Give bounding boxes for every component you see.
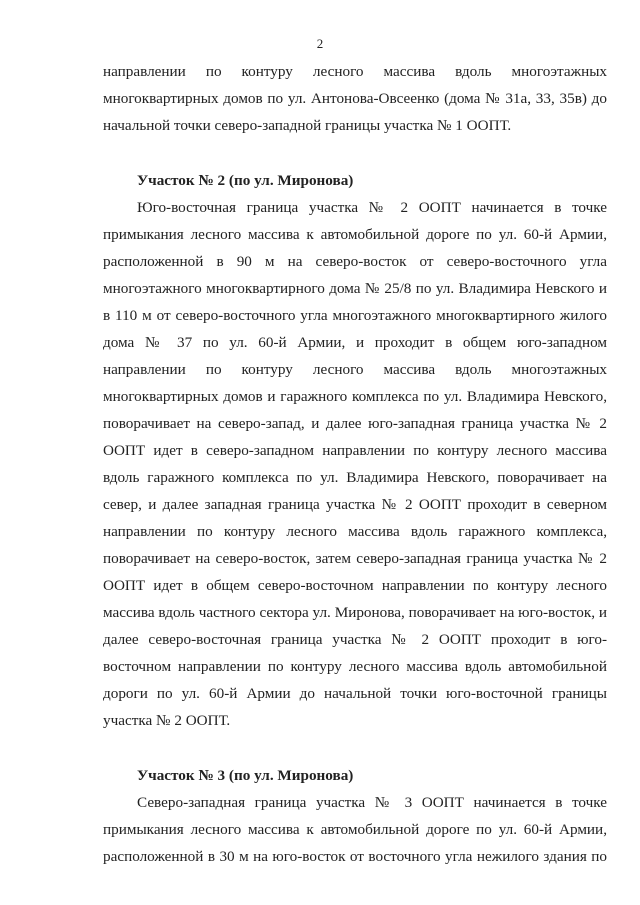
document-body <box>103 58 607 870</box>
section-spacer <box>103 139 607 167</box>
section-2-paragraph: Юго-восточная граница участка № 2 ООПТ начинается в точке примыкания лесного массива к автомобильной дороге по ул. 60-й Армии, расположенной в 90 м на северо-восток от северо-восточного угла многоэтажного многоквартирного дома № 25/8 по ул. Владимира Невского и в 110 м от северо-восточного угла многоэтажного многоквартирного жилого дома № 37 по ул. 60-й Армии, и проходит в общем юго-западном направлении по контуру лесного массива вдоль многоэтажных многоквартирных домов и гаражного комплекса по ул. Владимира Невского, поворачивает на северо-запад, и далее юго-западная граница участка № 2 ООПТ идет в северо-западном направлении по контуру лесного массива вдоль гаражного комплекса по ул. Владимира Невского, поворачивает на север, и далее западная граница участка № 2 ООПТ проходит в северном направлении по контуру лесного массива вдоль гаражного комплекса, поворачивает на северо-восток, затем северо-западная граница участка № 2 ООПТ идет в общем северо-восточном направлении по контуру лесного массива вдоль частного сектора ул. Миронова, поворачивает на юго-восток, и далее северо-восточная граница участка № 2 ООПТ проходит в юго-восточном направлении по контуру лесного массива вдоль автомобильной дороги по ул. 60-й Армии до начальной точки юго-восточной границы участка № 2 ООПТ. <box>103 199 607 729</box>
section-spacer <box>103 734 607 762</box>
section-2-heading: Участок № 2 (по ул. Миронова) <box>137 172 354 189</box>
page-number: 2 <box>316 36 324 51</box>
section-3-heading: Участок № 3 (по ул. Миронова) <box>137 767 354 784</box>
paragraph-continuation: направлении по контуру лесного массива вдоль многоэтажных многоквартирных домов по ул. Антонова-Овсеенко (дома № 31а, 33, 35в) до начальной точки северо-западной границы участка № 1 ООПТ. <box>103 63 607 134</box>
section-3-paragraph: Северо-западная граница участка № 3 ООПТ начинается в точке примыкания лесного массива к автомобильной дороге по ул. 60-й Армии, расположенной в 30 м на юго-восток от восточного угла нежилого здания по <box>103 794 607 865</box>
